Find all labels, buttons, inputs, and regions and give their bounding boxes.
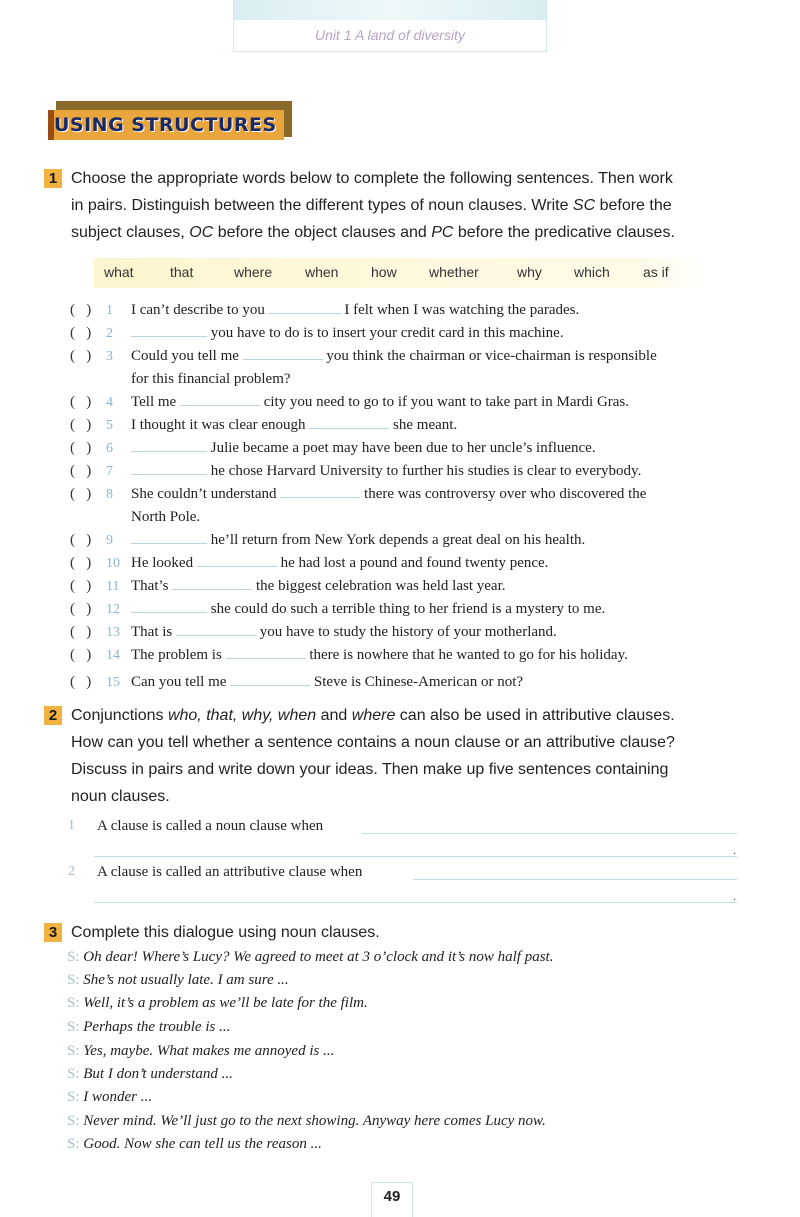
item-number: 10: [106, 556, 120, 571]
ex1-instr-l3a: subject clauses,: [71, 224, 190, 241]
word-bank-item: as if: [643, 264, 669, 280]
answer-blank[interactable]: [309, 427, 389, 429]
ex1-instr-l2: in pairs. Distinguish between the different types of noun clauses. Write: [71, 197, 573, 214]
answer-parentheses[interactable]: ( ): [70, 674, 92, 690]
answer-blank[interactable]: [176, 634, 256, 636]
item-line: [131, 531, 585, 550]
answer-blank[interactable]: [243, 358, 323, 360]
dialogue-line: [67, 971, 289, 990]
item-text-continued: for this financial problem?: [131, 371, 291, 387]
item-line: [131, 554, 548, 573]
item-text-continued: North Pole.: [131, 509, 201, 525]
item-text-before: She couldn’t understand: [131, 486, 277, 502]
item-line: [131, 439, 596, 458]
ex2-instruction-line-4: noun clauses.: [71, 788, 170, 805]
item-line: [131, 623, 557, 642]
word-bank-item: how: [371, 264, 397, 280]
answer-parentheses[interactable]: ( ): [70, 463, 92, 479]
ex2-question-1: A clause is called a noun clause when: [97, 818, 324, 834]
ex2-instruction-line-2: How can you tell whether a sentence contains a noun clause or an attributive clause?: [71, 734, 675, 751]
exercise-3-instruction: Complete this dialogue using noun clauses.: [71, 924, 380, 941]
item-number: 15: [106, 675, 120, 690]
answer-blank[interactable]: [197, 565, 277, 567]
exercise-2-instruction: [71, 702, 771, 810]
item-text-after: I felt when I was watching the parades.: [344, 302, 580, 318]
item-text-before: I thought it was clear enough: [131, 417, 306, 433]
item-number: 6: [106, 441, 113, 456]
item-text-after: the biggest celebration was held last year.: [256, 578, 506, 594]
dialogue-text: She’s not usually late. I am sure ...: [83, 972, 289, 988]
item-line: [131, 485, 646, 504]
item-line: [131, 347, 657, 366]
ex1-instr-pc: PC: [431, 224, 454, 241]
word-bank-item: that: [170, 264, 194, 280]
item-number: 9: [106, 533, 113, 548]
ex2-l1b: can also be used in attributive clauses.: [395, 707, 675, 724]
answer-parentheses[interactable]: ( ): [70, 647, 92, 663]
answer-blank[interactable]: [180, 404, 260, 406]
answer-blank[interactable]: [230, 684, 310, 686]
speaker-label: S:: [67, 1136, 80, 1152]
answer-parentheses[interactable]: ( ): [70, 440, 92, 456]
item-line: [131, 416, 457, 435]
speaker-label: S:: [67, 995, 80, 1011]
word-bank: [94, 258, 706, 288]
word-bank-item: which: [574, 264, 610, 280]
item-line: [131, 600, 605, 619]
dialogue-text: I wonder ...: [83, 1089, 153, 1105]
answer-parentheses[interactable]: ( ): [70, 486, 92, 502]
ex1-instr-oc: OC: [189, 224, 214, 241]
exercise-3-number: 3: [44, 923, 62, 942]
ex1-instr-l2b: before the: [595, 197, 672, 214]
exercise-2-number: 2: [44, 706, 62, 725]
dialogue-line: [67, 1042, 334, 1061]
period: .: [733, 889, 736, 903]
speaker-label: S:: [67, 1043, 80, 1059]
speaker-label: S:: [67, 1066, 80, 1082]
item-number: 13: [106, 625, 120, 640]
item-text-after: you have to study the history of your motherland.: [259, 624, 557, 640]
ex1-instr-sc: SC: [572, 197, 596, 214]
dialogue-line: [67, 1088, 152, 1107]
item-line: [131, 646, 628, 665]
item-text-before: That is: [131, 624, 173, 640]
answer-blank[interactable]: [131, 611, 207, 613]
item-text-after: Steve is Chinese-American or not?: [313, 674, 524, 690]
answer-blank[interactable]: [131, 335, 207, 337]
item-number: 5: [106, 418, 113, 433]
ex2-l1and: and: [316, 707, 352, 724]
answer-parentheses[interactable]: ( ): [70, 325, 92, 341]
page-number: 49: [383, 1188, 401, 1205]
answer-parentheses[interactable]: ( ): [70, 394, 92, 410]
item-text-before: I can’t describe to you: [131, 302, 265, 318]
exercise-1-number: 1: [44, 169, 62, 188]
ex2-answer-line-1b[interactable]: [94, 855, 737, 857]
answer-parentheses[interactable]: ( ): [70, 532, 92, 548]
item-line: [131, 301, 579, 320]
item-text-before: Tell me: [131, 394, 177, 410]
ex2-answer-line-2b[interactable]: [94, 901, 737, 903]
ex2-l1a: Conjunctions: [71, 707, 168, 724]
answer-blank[interactable]: [131, 473, 207, 475]
ex2-instruction-line-3: Discuss in pairs and write down your ideas. Then make up five sentences containing: [71, 761, 669, 778]
speaker-label: S:: [67, 949, 80, 965]
item-line: [131, 673, 523, 692]
ex2-answer-line-1[interactable]: [362, 832, 737, 834]
ex2-l1where: where: [351, 707, 396, 724]
word-bank-item: when: [305, 264, 339, 280]
item-text-after: she could do such a terrible thing to her friend is a mystery to me.: [210, 601, 606, 617]
dialogue-text: Good. Now she can tell us the reason ...: [83, 1136, 322, 1152]
dialogue-line: [67, 948, 553, 967]
ex1-instr-l3c: before the predicative clauses.: [453, 224, 675, 241]
item-text-after: city you need to go to if you want to take part in Mardi Gras.: [263, 394, 630, 410]
answer-parentheses[interactable]: ( ): [70, 624, 92, 640]
word-bank-item: whether: [429, 264, 479, 280]
word-bank-item: what: [104, 264, 134, 280]
dialogue-line: [67, 1135, 322, 1154]
dialogue-line: [67, 1112, 546, 1131]
dialogue-text: Well, it’s a problem as we’ll be late for the film.: [83, 995, 368, 1011]
item-number: 4: [106, 395, 113, 410]
item-text-before: He looked: [131, 555, 194, 571]
word-bank-item: why: [517, 264, 542, 280]
item-line: [131, 577, 506, 596]
answer-parentheses[interactable]: ( ): [70, 578, 92, 594]
answer-blank[interactable]: [280, 496, 360, 498]
item-line: [131, 393, 629, 412]
item-text-after: Julie became a poet may have been due to her uncle’s influence.: [210, 440, 596, 456]
ex2-question-2-number: 2: [68, 864, 75, 879]
ex1-instruction-line-2: [71, 192, 771, 219]
ex2-question-1-number: 1: [68, 818, 75, 833]
ex2-question-2: A clause is called an attributive clause when: [97, 864, 363, 880]
ex2-answer-line-2[interactable]: [413, 878, 737, 880]
dialogue-text: Perhaps the trouble is ...: [83, 1019, 231, 1035]
item-number: 1: [106, 303, 113, 318]
item-text-before: Can you tell me: [131, 674, 227, 690]
item-text-before: The problem is: [131, 647, 222, 663]
answer-blank[interactable]: [131, 450, 207, 452]
answer-parentheses[interactable]: ( ): [70, 417, 92, 433]
dialogue-line: [67, 1065, 233, 1084]
speaker-label: S:: [67, 972, 80, 988]
exercise-1-instruction: [71, 165, 771, 246]
answer-parentheses[interactable]: ( ): [70, 302, 92, 318]
ex1-instruction-line-3: [71, 219, 771, 246]
item-line: [131, 324, 564, 343]
ex1-instr-l3b: before the object clauses and: [213, 224, 432, 241]
item-text-after: you think the chairman or vice-chairman is responsible: [326, 348, 657, 364]
dialogue-text: But I don’t understand ...: [83, 1066, 233, 1082]
answer-blank[interactable]: [172, 588, 252, 590]
speaker-label: S:: [67, 1019, 80, 1035]
item-number: 3: [106, 349, 113, 364]
speaker-label: S:: [67, 1113, 80, 1129]
item-text-after: you have to do is to insert your credit card in this machine.: [210, 325, 564, 341]
item-text-after: he had lost a pound and found twenty pence.: [280, 555, 549, 571]
item-text-before: Could you tell me: [131, 348, 239, 364]
answer-parentheses[interactable]: ( ): [70, 601, 92, 617]
item-text-after: he chose Harvard University to further his studies is clear to everybody.: [210, 463, 642, 479]
answer-blank[interactable]: [269, 312, 341, 314]
speaker-label: S:: [67, 1089, 80, 1105]
answer-parentheses[interactable]: ( ): [70, 348, 92, 364]
item-number: 14: [106, 648, 120, 663]
item-number: 7: [106, 464, 113, 479]
item-number: 8: [106, 487, 113, 502]
dialogue-text: Oh dear! Where’s Lucy? We agreed to meet at 3 o’clock and it’s now half past.: [83, 949, 554, 965]
item-number: 12: [106, 602, 120, 617]
item-number: 2: [106, 326, 113, 341]
header-frame: [233, 0, 547, 52]
answer-parentheses[interactable]: ( ): [70, 555, 92, 571]
item-text-after: she meant.: [393, 417, 458, 433]
item-text-after: there is nowhere that he wanted to go for his holiday.: [309, 647, 628, 663]
dialogue-line: [67, 994, 368, 1013]
answer-blank[interactable]: [226, 657, 306, 659]
dialogue-text: Yes, maybe. What makes me annoyed is ...: [83, 1043, 335, 1059]
item-text-before: That’s: [131, 578, 169, 594]
ex2-instruction-line-1: [71, 702, 771, 729]
period: .: [733, 843, 736, 857]
item-line: [131, 462, 641, 481]
item-text-after: he’ll return from New York depends a great deal on his health.: [210, 532, 586, 548]
dialogue-text: Never mind. We’ll just go to the next showing. Anyway here comes Lucy now.: [83, 1113, 546, 1129]
item-number: 11: [106, 579, 120, 594]
ex2-l1w: who, that, why, when: [167, 707, 317, 724]
ex1-instruction-line-1: Choose the appropriate words below to complete the following sentences. Then work: [71, 170, 673, 187]
answer-blank[interactable]: [131, 542, 207, 544]
unit-title: Unit 1 A land of diversity: [315, 27, 465, 43]
item-text-after: there was controversy over who discovered the: [364, 486, 647, 502]
word-bank-item: where: [234, 264, 273, 280]
dialogue-line: [67, 1018, 230, 1037]
section-title: USING STRUCTURES: [54, 114, 277, 136]
